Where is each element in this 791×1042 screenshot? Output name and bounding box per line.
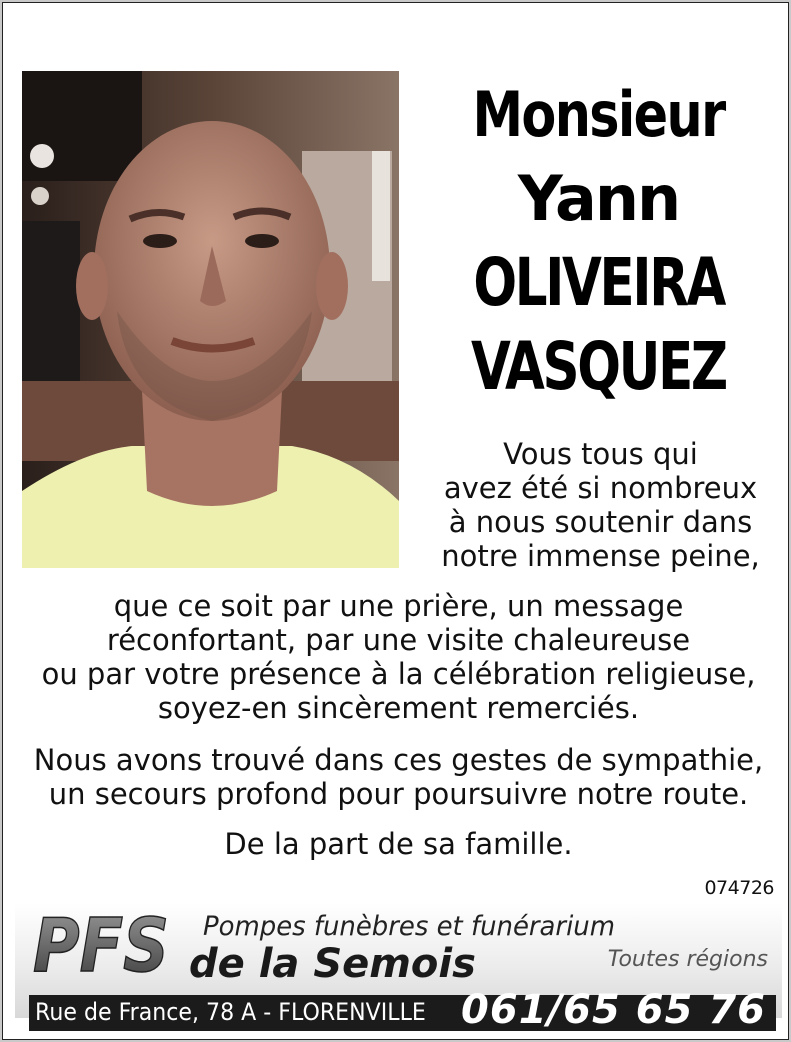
sympathy-line: un secours profond pour poursuivre notre route.: [48, 777, 749, 811]
thanks-text: [15, 589, 782, 725]
thanks-line: que ce soit par une prière, un message: [113, 589, 684, 623]
pfs-logo-icon: [31, 903, 171, 989]
thanks-line: réconfortant, par une visite chaleureuse: [106, 623, 691, 657]
sympathy-line: Nous avons trouvé dans ces gestes de sympathie,: [33, 743, 764, 777]
notice-frame: [2, 2, 789, 1040]
funeral-home-footer: [15, 903, 782, 1033]
reference-number: 074726: [704, 877, 774, 899]
deceased-name: [415, 73, 782, 409]
intro-line: Vous tous qui: [503, 437, 698, 471]
name-surname-2: VASQUEZ: [471, 328, 726, 405]
service-area: Toutes régions: [607, 947, 768, 972]
name-civility: Monsieur: [472, 78, 725, 151]
intro-line: avez été si nombreux: [443, 471, 758, 505]
name-surname-1: OLIVEIRA: [473, 244, 724, 321]
svg-text:PFS: PFS: [33, 903, 169, 989]
sympathy-text: [15, 743, 782, 811]
signature: De la part de sa famille.: [224, 827, 573, 861]
portrait-illustration: [22, 71, 399, 568]
address-bar: [29, 987, 776, 1033]
obituary-page: [15, 15, 782, 1033]
thanks-line: ou par votre présence à la célébration religieuse,: [41, 657, 756, 691]
portrait-photo: [22, 71, 399, 568]
funeral-home-phone: 061/65 65 76: [461, 987, 766, 1033]
funeral-home-address: Rue de France, 78 A - FLORENVILLE: [35, 998, 426, 1026]
funeral-home-name: de la Semois: [189, 941, 476, 987]
intro-line: à nous soutenir dans: [448, 505, 753, 539]
thanks-line: soyez-en sincèrement remerciés.: [157, 691, 640, 725]
funeral-home-tagline: Pompes funèbres et funérarium: [203, 911, 615, 942]
name-first: Yann: [517, 162, 680, 235]
intro-text: [433, 437, 768, 573]
intro-line: notre immense peine,: [441, 539, 760, 573]
